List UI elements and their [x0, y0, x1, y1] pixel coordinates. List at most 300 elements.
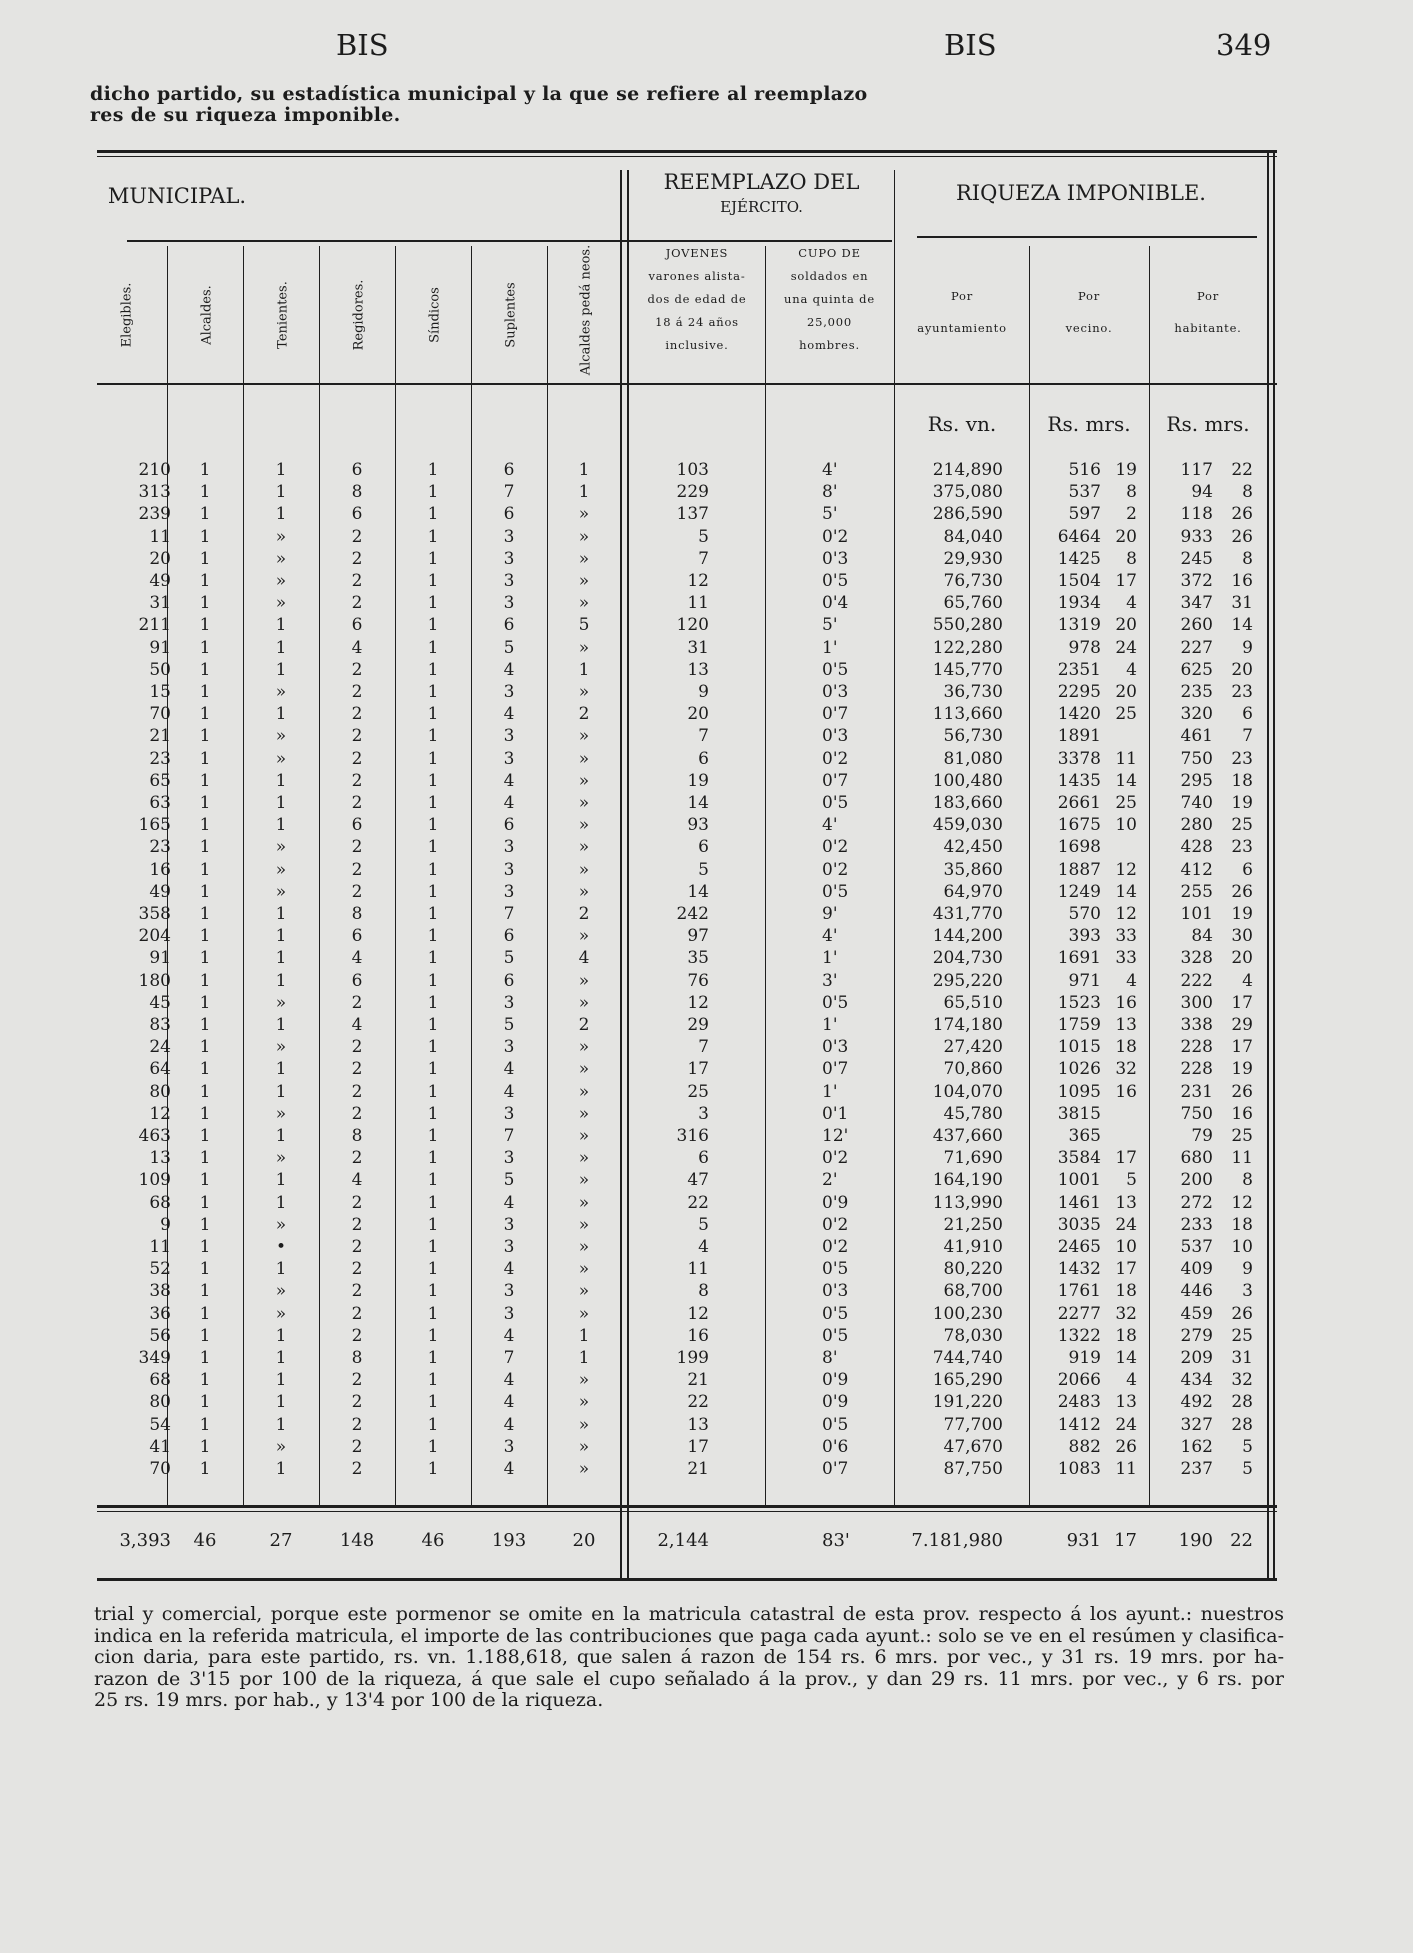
table-cell: 8	[698, 1281, 709, 1302]
table-cell: 231	[1180, 1081, 1213, 1102]
table-cell: 740	[1180, 793, 1213, 813]
table-cell: 24	[1115, 1214, 1137, 1235]
table-cell: 1	[199, 1170, 211, 1191]
table-cell: 191,220	[932, 1392, 1003, 1413]
table-cell: 1	[427, 1325, 439, 1346]
table-cell: 1934	[1057, 593, 1101, 614]
table-cell: 0'4	[822, 593, 849, 614]
table-cell: 3	[503, 992, 515, 1013]
table-cell: 2	[351, 571, 363, 591]
table-row	[97, 925, 1277, 947]
table-cell: 428	[1180, 837, 1213, 858]
table-cell: 13	[1115, 1192, 1137, 1213]
table-cell: 239	[138, 504, 171, 525]
table-cell: 68	[149, 1192, 171, 1213]
table-cell: 286,590	[932, 504, 1003, 525]
table-cell: 4'	[822, 926, 838, 947]
page-number: 349	[1216, 28, 1272, 62]
table-cell: »	[578, 1370, 590, 1391]
table-cell: 94	[1191, 482, 1213, 503]
table-cell: 6	[503, 970, 515, 991]
table-cell: 235	[1180, 682, 1213, 702]
table-cell: 47	[687, 1170, 709, 1191]
table-cell: 3	[503, 571, 515, 591]
table-cell: 113,660	[932, 704, 1003, 725]
table-cell: 2	[351, 1303, 363, 1324]
table-cell: 228	[1180, 1037, 1213, 1058]
table-cell: 0'2	[822, 526, 849, 547]
table-cell: 9'	[822, 904, 838, 924]
table-cell: 2	[351, 704, 363, 725]
table-cell: 3	[503, 726, 515, 747]
table-cell: 1	[427, 1303, 439, 1324]
table-cell: 461	[1180, 726, 1213, 747]
table-cell: 459,030	[932, 815, 1003, 836]
table-cell: 28	[1231, 1414, 1253, 1435]
table-cell: 2	[351, 1436, 363, 1457]
table-cell: 32	[1231, 1370, 1253, 1391]
table-cell: 1	[427, 504, 439, 525]
table-row	[97, 1214, 1277, 1236]
table-cell: 1	[199, 748, 211, 769]
table-cell: 13	[149, 1148, 171, 1169]
table-cell: 29,930	[943, 548, 1003, 569]
table-cell: 25	[1115, 793, 1137, 813]
table-cell: 65,510	[943, 992, 1003, 1013]
table-cell: 4	[578, 948, 590, 969]
table-row	[97, 1014, 1277, 1036]
table-cell: 0'5	[822, 1259, 849, 1280]
table-row	[97, 992, 1277, 1014]
table-cell: »	[275, 548, 287, 569]
table-cell: 14	[1115, 770, 1137, 791]
table-cell: 300	[1180, 992, 1213, 1013]
table-cell: 84,040	[943, 526, 1003, 547]
table-row	[97, 1369, 1277, 1391]
table-row	[97, 1036, 1277, 1058]
total-cell: 931	[1066, 1530, 1101, 1551]
table-row	[97, 614, 1277, 636]
table-row	[97, 481, 1277, 503]
table-cell: 21	[687, 1459, 709, 1479]
table-cell: 77,700	[943, 1414, 1003, 1435]
table-cell: 1	[427, 1148, 439, 1169]
table-cell: 228	[1180, 1059, 1213, 1080]
table-cell: 2	[351, 1103, 363, 1124]
table-cell: 295,220	[932, 970, 1003, 991]
running-head-left: BIS	[336, 28, 389, 62]
table-cell: »	[578, 1192, 590, 1213]
table-cell: 3	[503, 593, 515, 614]
table-cell: 3	[503, 526, 515, 547]
table-cell: 1	[199, 1392, 211, 1413]
table-cell: 1	[199, 970, 211, 991]
total-cell: 7.181,980	[911, 1530, 1003, 1551]
table-cell: 7	[503, 904, 515, 924]
table-cell: 1	[275, 1370, 287, 1391]
table-cell: 27,420	[943, 1037, 1003, 1058]
table-cell: 31	[1231, 1348, 1253, 1368]
table-cell: 1	[275, 1259, 287, 1280]
table-cell: 6	[351, 926, 363, 947]
table-cell: 20	[1115, 526, 1137, 547]
table-cell: »	[275, 1436, 287, 1457]
table-cell: 2	[578, 904, 590, 924]
table-cell: 1759	[1057, 1015, 1101, 1035]
table-cell: 8'	[822, 482, 838, 503]
table-cell: 1675	[1057, 815, 1101, 836]
table-cell: 1	[199, 1103, 211, 1124]
table-cell: 4	[503, 1414, 515, 1435]
table-cell: 2295	[1057, 682, 1101, 702]
table-cell: »	[275, 526, 287, 547]
table-cell: 0'2	[822, 1148, 849, 1169]
table-cell: 4	[503, 1392, 515, 1413]
table-cell: 0'7	[822, 1459, 849, 1479]
table-cell: 3815	[1057, 1103, 1101, 1124]
table-cell: 2	[351, 726, 363, 747]
table-cell: 2661	[1057, 793, 1101, 813]
table-cell: »	[275, 726, 287, 747]
table-cell: 1	[199, 1281, 211, 1302]
table-cell: 365	[1068, 1126, 1101, 1146]
table-cell: 1	[427, 881, 439, 902]
table-cell: 4'	[822, 460, 838, 480]
table-cell: 4	[351, 1170, 363, 1191]
table-row	[97, 814, 1277, 836]
table-cell: 16	[1115, 1081, 1137, 1102]
table-cell: 18	[1231, 770, 1253, 791]
table-cell: 35	[687, 948, 709, 969]
table-cell: »	[578, 504, 590, 525]
table-cell: 1'	[822, 948, 838, 969]
table-cell: »	[578, 1103, 590, 1124]
table-cell: 1001	[1057, 1170, 1101, 1191]
table-cell: 1412	[1057, 1414, 1101, 1435]
table-cell: 26	[1231, 526, 1253, 547]
table-cell: 93	[687, 815, 709, 836]
table-cell: »	[578, 726, 590, 747]
table-cell: 6	[351, 615, 363, 636]
table-cell: 7	[503, 482, 515, 503]
table-cell: »	[275, 881, 287, 902]
table-cell: 1	[427, 1370, 439, 1391]
table-cell: 1	[199, 1370, 211, 1391]
table-cell: 1	[275, 926, 287, 947]
table-cell: 6	[698, 748, 709, 769]
table-cell: 4	[1242, 970, 1253, 991]
table-cell: 17	[687, 1436, 709, 1457]
total-cell: 193	[491, 1530, 527, 1551]
table-row	[97, 903, 1277, 925]
table-cell: »	[578, 1281, 590, 1302]
table-cell: »	[578, 770, 590, 791]
table-cell: 2465	[1057, 1237, 1101, 1257]
table-cell: 2	[351, 1081, 363, 1102]
table-cell: 1	[199, 1126, 211, 1146]
table-cell: 237	[1180, 1459, 1213, 1479]
table-cell: 15	[149, 682, 171, 702]
table-cell: 412	[1180, 859, 1213, 880]
table-cell: 5'	[822, 504, 838, 525]
col-cupo: CUPO DE soldados en una quinta de 25,000 hombres.	[784, 246, 875, 352]
table-cell: 64	[149, 1059, 171, 1080]
table-cell: 1	[275, 1348, 287, 1368]
table-cell: 1	[275, 1126, 287, 1146]
table-cell: 9	[1242, 1259, 1253, 1280]
table-cell: 233	[1180, 1214, 1213, 1235]
table-cell: 64,970	[943, 881, 1003, 902]
table-cell: 20	[687, 704, 709, 725]
table-cell: 91	[149, 948, 171, 969]
table-cell: 22	[687, 1192, 709, 1213]
table-cell: 550,280	[932, 615, 1003, 636]
table-cell: 933	[1180, 526, 1213, 547]
table-cell: 17	[1231, 1037, 1253, 1058]
table-cell: 3584	[1057, 1148, 1101, 1169]
table-cell: 17	[1115, 571, 1137, 591]
table-cell: 32	[1115, 1303, 1137, 1324]
table-cell: 1	[199, 770, 211, 791]
table-cell: 1	[275, 1414, 287, 1435]
table-cell: 5	[503, 1170, 515, 1191]
table-cell: 1	[427, 815, 439, 836]
table-row	[97, 592, 1277, 614]
table-cell: 76,730	[943, 571, 1003, 591]
table-cell: 1	[427, 460, 439, 480]
table-cell: 7	[503, 1126, 515, 1146]
table-cell: 11	[1115, 748, 1137, 769]
totals-top-rule-thin	[97, 1511, 1277, 1512]
table-cell: 0'9	[822, 1392, 849, 1413]
table-cell: 1	[578, 482, 590, 503]
table-cell: 204	[138, 926, 171, 947]
table-cell: 1504	[1057, 571, 1101, 591]
col-tenientes: Tenientes.	[275, 281, 291, 349]
table-row	[97, 725, 1277, 747]
table-cell: 32	[1115, 1059, 1137, 1080]
table-cell: 1	[199, 881, 211, 902]
table-cell: 0'3	[822, 548, 849, 569]
table-cell: 320	[1180, 704, 1213, 725]
table-cell: 6	[351, 460, 363, 480]
table-cell: 744,740	[932, 1348, 1003, 1368]
table-cell: 295	[1180, 770, 1213, 791]
table-cell: 597	[1068, 504, 1101, 525]
table-cell: 1	[199, 460, 211, 480]
table-row	[97, 1303, 1277, 1325]
table-cell: 1	[199, 837, 211, 858]
table-cell: 1	[427, 615, 439, 636]
table-cell: 1	[275, 1459, 287, 1479]
table-cell: 4	[351, 948, 363, 969]
intro-line: dicho partido, su estadística municipal y la que se refiere al reemplazo	[90, 83, 868, 105]
table-cell: »	[578, 682, 590, 702]
table-cell: 919	[1068, 1348, 1101, 1368]
table-cell: 1	[199, 1237, 211, 1257]
table-cell: »	[578, 970, 590, 991]
table-row	[97, 1236, 1277, 1258]
table-cell: 12'	[822, 1126, 849, 1146]
table-cell: 2	[351, 1414, 363, 1435]
table-row	[97, 859, 1277, 881]
total-cell: 3,393	[119, 1530, 171, 1551]
table-cell: 5	[503, 637, 515, 658]
table-cell: »	[578, 637, 590, 658]
table-cell: 22	[1231, 460, 1253, 480]
table-cell: »	[275, 992, 287, 1013]
table-cell: 3	[503, 859, 515, 880]
table-cell: 1	[427, 793, 439, 813]
table-cell: 5	[578, 615, 590, 636]
table-cell: 70	[149, 1459, 171, 1479]
table-cell: 80	[149, 1392, 171, 1413]
table-cell: 4	[351, 637, 363, 658]
table-cell: 17	[1115, 1259, 1137, 1280]
table-cell: 1	[275, 659, 287, 680]
table-row	[97, 703, 1277, 725]
table-cell: 4	[503, 1459, 515, 1479]
table-cell: 680	[1180, 1148, 1213, 1169]
table-cell: 31	[687, 637, 709, 658]
table-cell: 431,770	[932, 904, 1003, 924]
table-top-rule	[97, 150, 1277, 153]
riqueza-brace	[917, 236, 1257, 238]
table-cell: 45,780	[943, 1103, 1003, 1124]
table-cell: 25	[687, 1081, 709, 1102]
table-cell: 1	[199, 1325, 211, 1346]
table-cell: 100,230	[932, 1303, 1003, 1324]
table-cell: 1319	[1057, 615, 1101, 636]
table-cell: »	[578, 1237, 590, 1257]
table-cell: 18	[1115, 1325, 1137, 1346]
table-cell: 7	[1242, 726, 1253, 747]
table-cell: 1	[427, 1037, 439, 1058]
table-cell: 2	[351, 881, 363, 902]
totals-top-rule	[97, 1505, 1277, 1508]
table-cell: 3	[503, 1303, 515, 1324]
table-cell: 70,860	[943, 1059, 1003, 1080]
table-cell: 1761	[1057, 1281, 1101, 1302]
table-cell: 1	[427, 1259, 439, 1280]
table-row	[97, 970, 1277, 992]
table-cell: 17	[1115, 1148, 1137, 1169]
table-cell: 1095	[1057, 1081, 1101, 1102]
table-cell: 0'5	[822, 992, 849, 1013]
table-cell: 12	[1231, 1192, 1253, 1213]
table-cell: 6	[1242, 704, 1253, 725]
table-cell: 36	[149, 1303, 171, 1324]
intro-line: res de su riqueza imponible.	[90, 104, 401, 126]
table-cell: 4	[503, 793, 515, 813]
table-cell: »	[275, 571, 287, 591]
table-cell: 19	[1231, 1059, 1253, 1080]
table-cell: 537	[1180, 1237, 1213, 1257]
table-cell: 76	[687, 970, 709, 991]
table-cell: 23	[1231, 837, 1253, 858]
table-cell: 56	[149, 1325, 171, 1346]
table-cell: 1	[275, 1081, 287, 1102]
table-cell: 2	[578, 1015, 590, 1035]
table-cell: »	[578, 793, 590, 813]
table-cell: 1	[427, 748, 439, 769]
col-suplentes: Suplentes	[503, 282, 519, 348]
table-cell: 0'9	[822, 1192, 849, 1213]
table-cell: 137	[676, 504, 709, 525]
table-cell: 10	[1115, 815, 1137, 836]
table-cell: 8	[1242, 548, 1253, 569]
table-cell: 30	[1231, 926, 1253, 947]
table-cell: »	[578, 881, 590, 902]
col-sindicos: Síndicos	[427, 287, 443, 343]
table-top-rule-thin	[97, 156, 1277, 157]
table-cell: 1	[427, 1348, 439, 1368]
total-cell: 83'	[822, 1530, 850, 1551]
table-cell: 12	[1115, 859, 1137, 880]
table-cell: 2	[351, 793, 363, 813]
table-cell: 316	[676, 1126, 709, 1146]
table-cell: 41,910	[943, 1237, 1003, 1257]
table-cell: 11	[687, 593, 709, 614]
table-cell: 2	[578, 704, 590, 725]
table-cell: 1	[275, 504, 287, 525]
table-cell: 9	[698, 682, 709, 702]
table-row	[97, 836, 1277, 858]
table-cell: 516	[1068, 460, 1101, 480]
table-cell: 6	[503, 615, 515, 636]
table-row	[97, 1391, 1277, 1413]
table-cell: 0'7	[822, 1059, 849, 1080]
table-cell: 2	[351, 526, 363, 547]
table-cell: 255	[1180, 881, 1213, 902]
table-cell: 8'	[822, 1348, 838, 1368]
table-cell: 65,760	[943, 593, 1003, 614]
col-elegibles: Elegibles.	[119, 282, 135, 348]
table-cell: 14	[1115, 1348, 1137, 1368]
table-cell: 183,660	[932, 793, 1003, 813]
table-cell: 1	[427, 1214, 439, 1235]
table-cell: 1	[578, 1348, 590, 1368]
table-cell: 87,750	[943, 1459, 1003, 1479]
table-cell: 1	[427, 593, 439, 614]
table-cell: 1	[275, 793, 287, 813]
table-cell: 1	[199, 1015, 211, 1035]
table-cell: »	[578, 1392, 590, 1413]
table-cell: 3	[503, 1436, 515, 1457]
table-cell: »	[578, 1059, 590, 1080]
table-cell: 120	[676, 615, 709, 636]
table-cell: 2	[351, 1325, 363, 1346]
table-cell: 19	[1231, 904, 1253, 924]
table-cell: 25	[1231, 1126, 1253, 1146]
table-row	[97, 570, 1277, 592]
table-cell: »	[578, 1459, 590, 1479]
table-cell: 14	[687, 793, 709, 813]
table-cell: »	[275, 593, 287, 614]
table-cell: 5'	[822, 615, 838, 636]
table-cell: »	[578, 992, 590, 1013]
table-cell: 1698	[1057, 837, 1101, 858]
table-cell: 19	[687, 770, 709, 791]
table-cell: 24	[1115, 637, 1137, 658]
table-cell: 18	[1115, 1037, 1137, 1058]
table-cell: 16	[1231, 1103, 1253, 1124]
table-cell: 8	[351, 1126, 363, 1146]
table-cell: »	[578, 1037, 590, 1058]
table-row	[97, 1147, 1277, 1169]
table-cell: 750	[1180, 1103, 1213, 1124]
table-cell: 1	[199, 1303, 211, 1324]
